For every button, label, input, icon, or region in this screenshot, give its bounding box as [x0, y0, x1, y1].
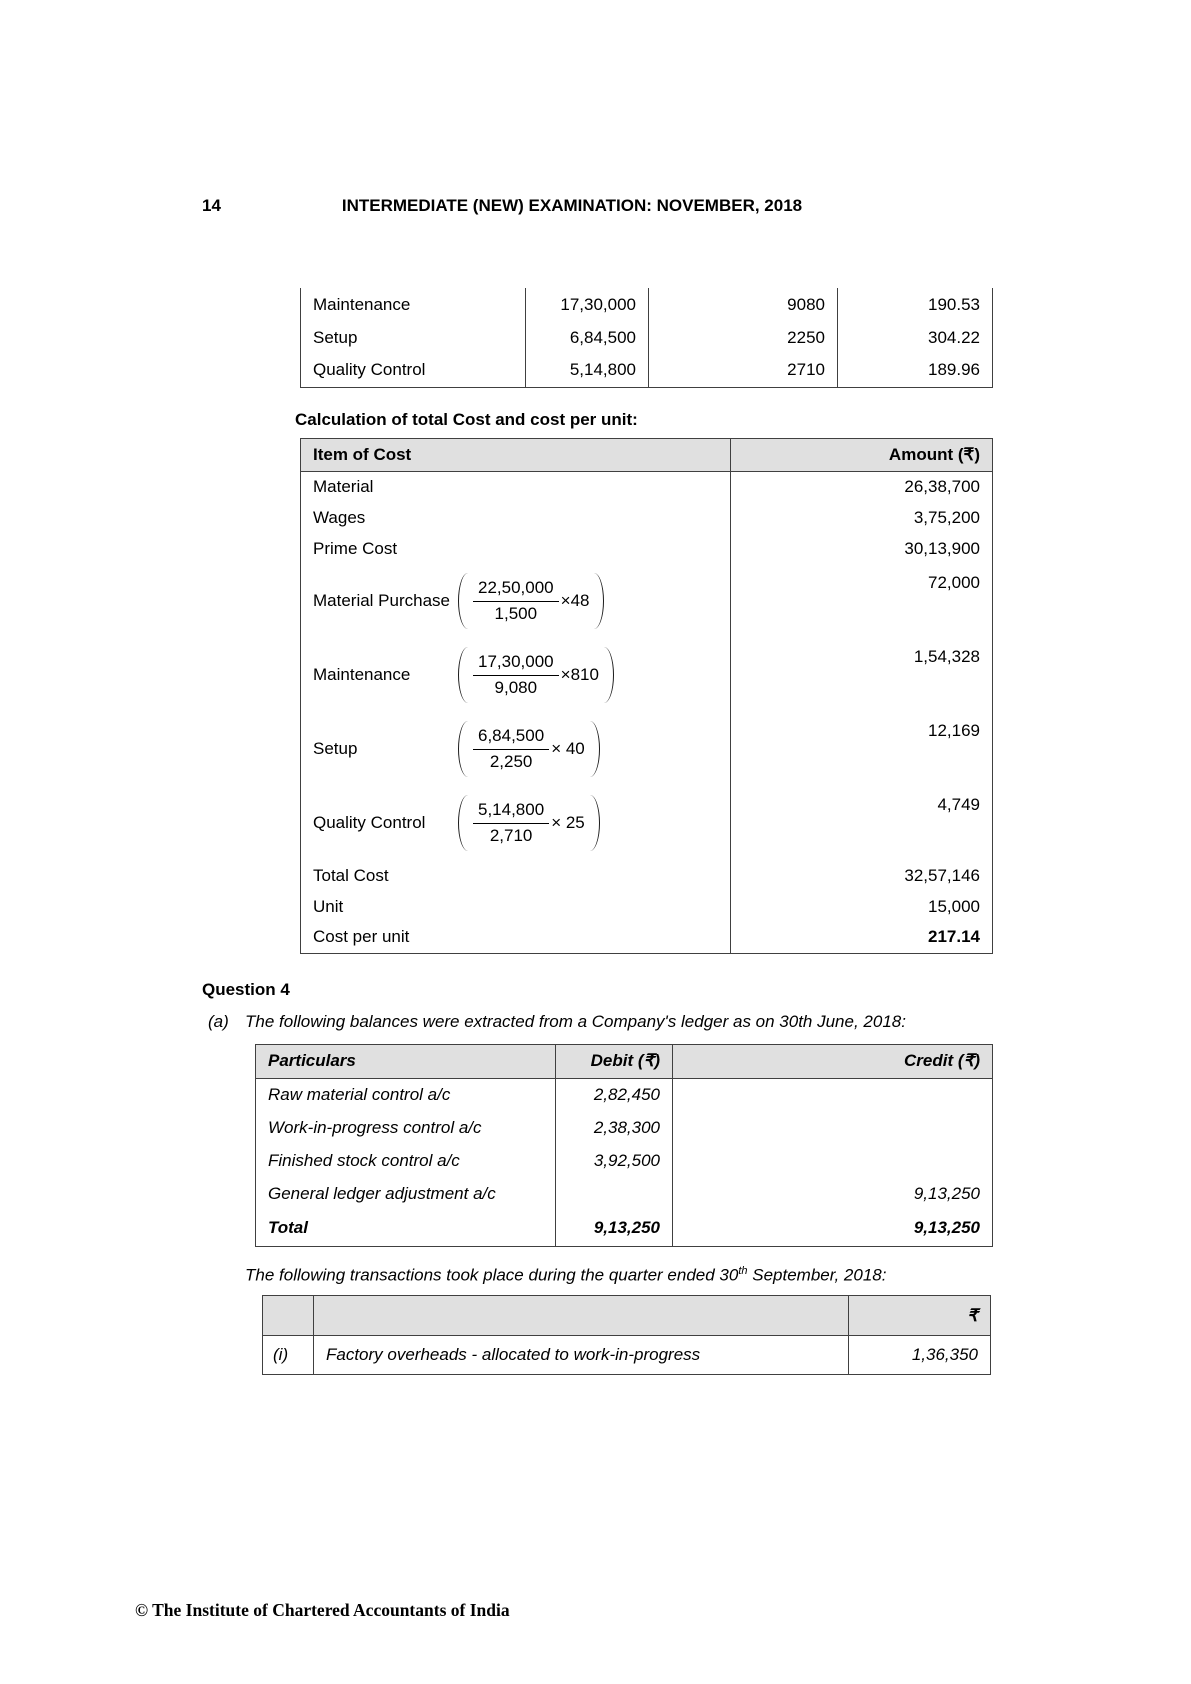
activity-cost-cell: 5,14,800 [526, 354, 649, 387]
particulars-cell: Finished stock control a/c [268, 1150, 460, 1170]
driver-qty-cell: 2250 [649, 321, 838, 354]
table-row [301, 533, 993, 564]
table-row [263, 1336, 991, 1375]
item-label: Setup [313, 739, 358, 758]
close-paren [604, 647, 614, 703]
amount-cell: 1,54,328 [913, 647, 980, 666]
column-header-item: Item of Cost [301, 438, 731, 471]
fraction-denominator: 2,250 [489, 751, 533, 771]
activity-name-cell: Quality Control [313, 360, 426, 380]
table-total-row [256, 1210, 993, 1246]
table-row [301, 321, 993, 354]
table-row [301, 860, 993, 891]
empty-header-cell [263, 1296, 314, 1336]
table-row [256, 1177, 993, 1210]
item-cell [301, 712, 731, 786]
credit-cell [673, 1111, 993, 1144]
fraction-numerator: 17,30,000 [473, 651, 559, 675]
activity-cost-cell: 6,84,500 [526, 321, 649, 354]
rate-cell: 190.53 [838, 288, 993, 321]
formula-line [313, 795, 730, 851]
close-paren [594, 573, 604, 629]
table-row [301, 638, 993, 712]
item-label: Quality Control [313, 813, 426, 832]
table-row [256, 1078, 993, 1111]
intro-text-start: The following transactions took place during the quarter ended 30 [245, 1265, 739, 1285]
cost-calculation-table [300, 438, 993, 954]
fraction-multiplier: ×48 [560, 591, 590, 610]
fraction-numerator: 6,84,500 [473, 725, 549, 749]
close-paren [590, 795, 600, 851]
rate-cell: 189.96 [838, 354, 993, 387]
credit-cell: 9,13,250 [673, 1210, 993, 1246]
item-cell [301, 564, 731, 638]
driver-qty-cell: 9080 [649, 288, 838, 321]
column-header-credit: Credit (₹) [673, 1044, 993, 1078]
table-header-row [263, 1296, 991, 1336]
credit-cell [673, 1078, 993, 1111]
fraction-denominator: 2,710 [489, 825, 533, 845]
fraction [473, 725, 549, 772]
transactions-intro [245, 1265, 992, 1286]
amount-cell: 3,75,200 [913, 507, 980, 527]
fraction-multiplier: ×810 [560, 665, 599, 684]
credit-cell: 9,13,250 [673, 1177, 993, 1210]
table-row [301, 786, 993, 860]
transactions-table [262, 1295, 991, 1375]
amount-cell: 26,38,700 [904, 476, 980, 496]
item-cell: Material [301, 471, 731, 502]
table-header-row [301, 438, 993, 471]
amount-cell: 12,169 [928, 721, 980, 740]
item-cell: Cost per unit [301, 922, 731, 953]
fraction-numerator: 5,14,800 [473, 799, 549, 823]
open-paren [458, 573, 468, 629]
section-heading: Calculation of total Cost and cost per unit: [295, 409, 638, 429]
ledger-balances-table [255, 1044, 993, 1247]
table-row [301, 471, 993, 502]
table-header-row [256, 1044, 993, 1078]
serial-number-cell: (i) [273, 1345, 289, 1365]
amount-cell: 1,36,350 [849, 1336, 991, 1375]
open-paren [458, 647, 468, 703]
item-cell: Wages [301, 502, 731, 533]
particulars-cell: Work-in-progress control a/c [268, 1117, 482, 1137]
formula-line [313, 573, 730, 629]
debit-cell [556, 1177, 673, 1210]
formula-line [313, 721, 730, 777]
particulars-cell: General ledger adjustment a/c [268, 1183, 496, 1203]
credit-cell [673, 1144, 993, 1177]
amount-cell: 30,13,900 [904, 538, 980, 558]
empty-header-cell [314, 1296, 849, 1336]
fraction [473, 577, 559, 624]
table-row [301, 288, 993, 321]
column-header-amount: Amount (₹) [731, 438, 993, 471]
table-row [301, 354, 993, 387]
fraction [473, 651, 559, 698]
fraction-numerator: 22,50,000 [473, 577, 559, 601]
column-header-particulars: Particulars [256, 1044, 556, 1078]
item-cell: Prime Cost [301, 533, 731, 564]
currency-header-cell: ₹ [849, 1296, 991, 1336]
item-cell [301, 786, 731, 860]
formula [458, 647, 614, 703]
question-title: Question 4 [202, 979, 290, 999]
amount-cell: 4,749 [937, 795, 980, 814]
item-cell [301, 638, 731, 712]
rate-cell: 304.22 [838, 321, 993, 354]
fraction [473, 799, 549, 846]
page-content [202, 0, 992, 1375]
item-label: Maintenance [313, 665, 411, 684]
amount-cell: 32,57,146 [904, 865, 980, 885]
part-text: The following balances were extracted from a Company's ledger as on 30th June, 2018: [245, 1011, 906, 1031]
particulars-cell: Total [268, 1217, 308, 1237]
formula [458, 721, 600, 777]
table-row [256, 1144, 993, 1177]
open-paren [458, 795, 468, 851]
activity-rates-table [300, 288, 993, 388]
debit-cell: 2,38,300 [556, 1111, 673, 1144]
open-paren [458, 721, 468, 777]
copyright-footer: © The Institute of Chartered Accountants of India [135, 1600, 510, 1620]
debit-cell: 9,13,250 [556, 1210, 673, 1246]
part-label: (a) [208, 1011, 229, 1031]
page-title: INTERMEDIATE (NEW) EXAMINATION: NOVEMBER, 2018 [341, 196, 803, 215]
table-row [256, 1111, 993, 1144]
column-header-debit: Debit (₹) [556, 1044, 673, 1078]
item-cell: Unit [301, 891, 731, 922]
close-paren [590, 721, 600, 777]
ordinal-superscript: th [738, 1264, 748, 1277]
item-cell: Total Cost [301, 860, 731, 891]
fraction-denominator: 9,080 [494, 677, 538, 697]
description-cell: Factory overheads - allocated to work-in-progress [314, 1336, 849, 1375]
table-row [301, 564, 993, 638]
table-row [301, 922, 993, 953]
particulars-cell: Raw material control a/c [268, 1084, 451, 1104]
activity-name-cell: Setup [313, 327, 358, 347]
table-row [301, 891, 993, 922]
activity-cost-cell: 17,30,000 [526, 288, 649, 321]
formula-line [313, 647, 730, 703]
page-number: 14 [202, 196, 221, 215]
fraction-multiplier: × 25 [551, 813, 585, 832]
fraction-multiplier: × 40 [551, 739, 585, 758]
amount-cell: 217.14 [928, 927, 980, 947]
question-part [202, 1012, 992, 1032]
formula [458, 795, 600, 851]
intro-text-end: September, 2018: [747, 1265, 887, 1285]
driver-qty-cell: 2710 [649, 354, 838, 387]
activity-name-cell: Maintenance [313, 294, 411, 314]
amount-cell: 15,000 [928, 896, 980, 916]
table-row [301, 712, 993, 786]
debit-cell: 2,82,450 [556, 1078, 673, 1111]
page-header [202, 196, 942, 218]
formula [458, 573, 604, 629]
debit-cell: 3,92,500 [556, 1144, 673, 1177]
fraction-denominator: 1,500 [494, 603, 538, 623]
table-row [301, 502, 993, 533]
item-label: Material Purchase [313, 591, 451, 610]
amount-cell: 72,000 [928, 573, 980, 592]
